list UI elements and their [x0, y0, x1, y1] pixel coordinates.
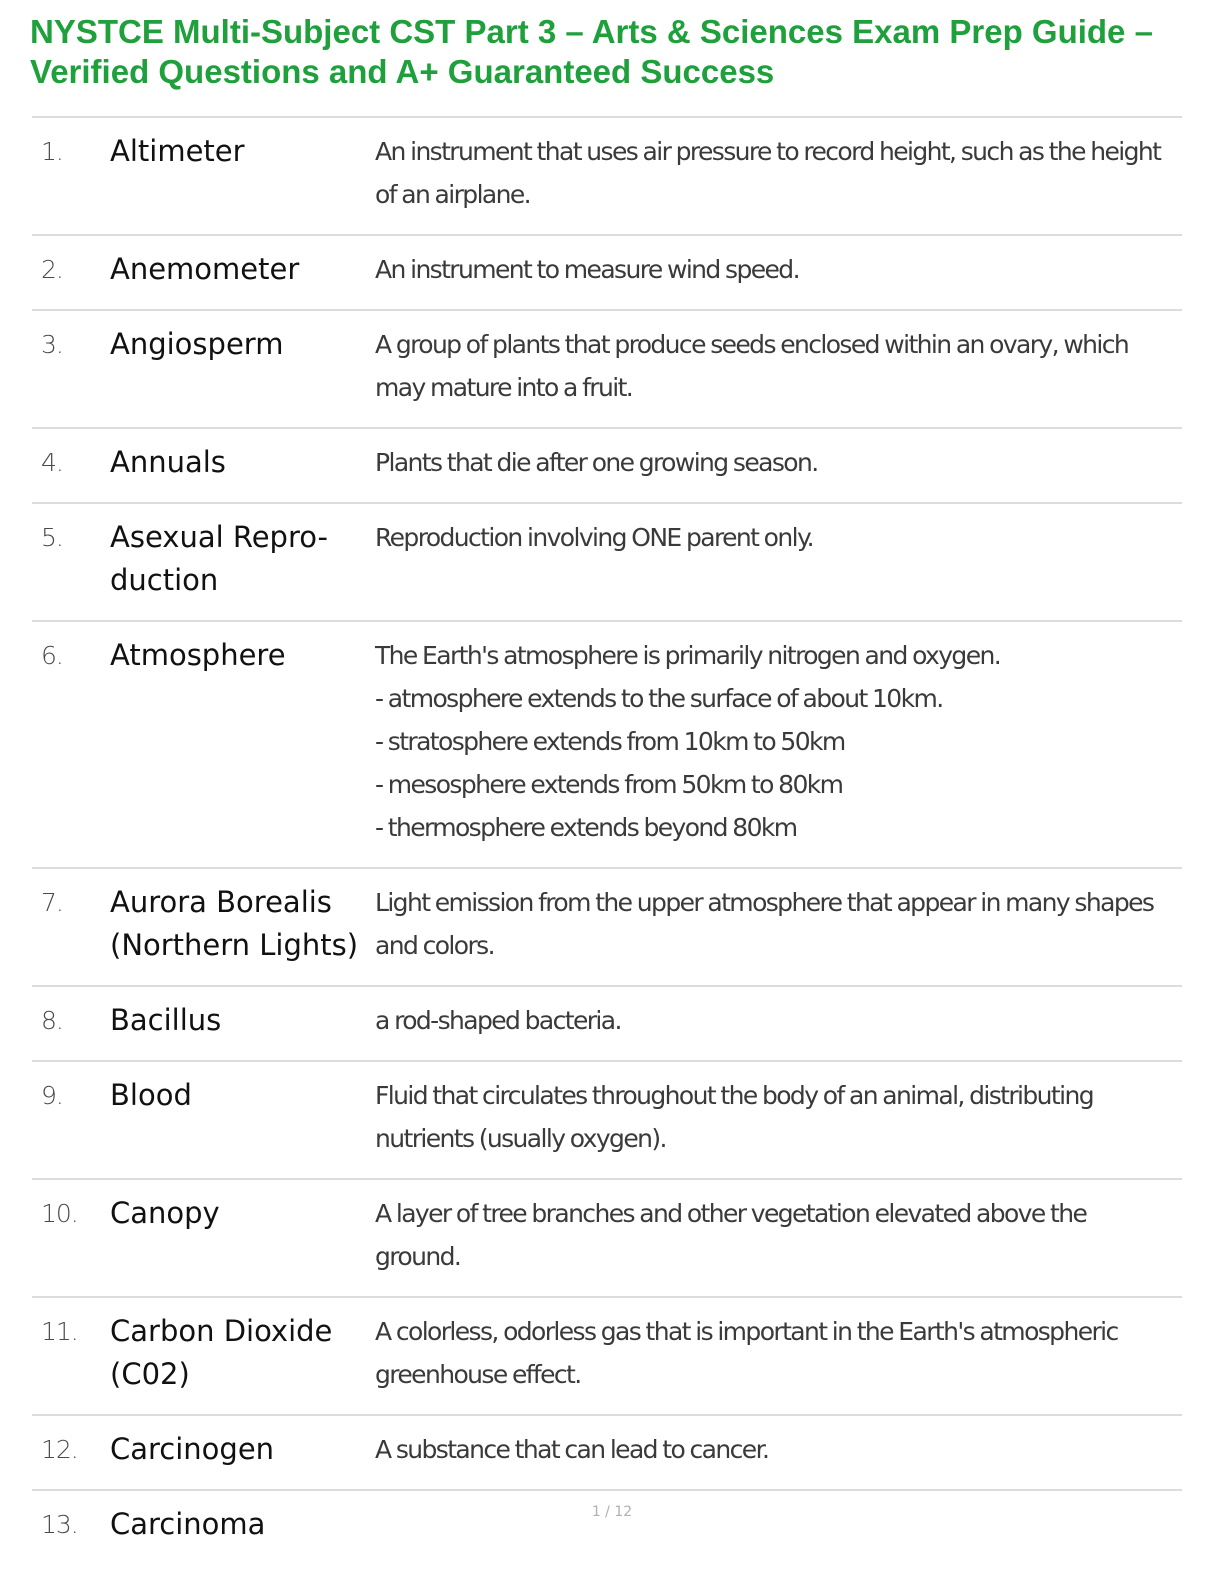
glossary-row — [32, 1416, 1182, 1491]
page-number: 1 / 12 — [591, 1504, 633, 1520]
definition-line: - stratosphere extends from 10km to 50km — [375, 727, 845, 756]
entry-term: Canopy — [110, 1196, 220, 1230]
entry-term: Blood — [110, 1078, 192, 1112]
entry-term: Bacillus — [110, 1003, 222, 1037]
definition-line: An instrument that uses air pressure to record height, such as the height of an airplane. — [375, 137, 1161, 209]
definition-line: Fluid that circulates throughout the body of an animal, distributing nutrients (usually oxygen). — [375, 1081, 1093, 1153]
glossary-row — [32, 869, 1182, 987]
definition-line: A colorless, odorless gas that is important in the Earth's atmospheric greenhouse effect. — [375, 1317, 1118, 1389]
entry-term: Annuals — [110, 445, 226, 479]
entry-term: Aurora Borealis (Northern Lights) — [110, 885, 359, 962]
entry-number: 11. — [41, 1317, 78, 1346]
entry-definition — [375, 881, 1182, 967]
definition-line: - thermosphere extends beyond 80km — [375, 813, 797, 842]
glossary-row — [32, 1062, 1182, 1180]
definition-line: - mesosphere extends from 50km to 80km — [375, 770, 843, 799]
glossary-row — [32, 311, 1182, 429]
glossary-row — [32, 236, 1182, 311]
entry-definition — [375, 634, 1182, 849]
entry-definition — [375, 441, 1182, 484]
definition-line: An instrument to measure wind speed. — [375, 255, 799, 284]
entry-definition — [375, 130, 1182, 216]
entry-definition — [375, 1428, 1182, 1471]
entry-number: 10. — [41, 1199, 78, 1228]
glossary-row — [32, 504, 1182, 622]
entry-definition — [375, 999, 1182, 1042]
entry-term: Altimeter — [110, 134, 245, 168]
definition-line: Plants that die after one growing season. — [375, 448, 818, 477]
entry-definition — [375, 516, 1182, 559]
entry-number: 6. — [41, 641, 63, 670]
glossary-row — [32, 987, 1182, 1062]
entry-number: 12. — [41, 1435, 78, 1464]
definition-line: - atmosphere extends to the surface of about 10km. — [375, 684, 943, 713]
entry-term: Carbon Dioxide (C02) — [110, 1314, 333, 1391]
entry-number: 2. — [41, 255, 63, 284]
entry-definition — [375, 1074, 1182, 1160]
entry-term: Anemometer — [110, 252, 300, 286]
entry-number: 13. — [41, 1510, 78, 1539]
glossary-row — [32, 622, 1182, 869]
definition-line: Reproduction involving ONE parent only. — [375, 523, 813, 552]
entry-term: Angiosperm — [110, 327, 284, 361]
entry-number: 3. — [41, 330, 63, 359]
entry-number: 8. — [41, 1006, 63, 1035]
entry-definition — [375, 323, 1182, 409]
definition-line: A group of plants that produce seeds enclosed within an ovary, which may mature into a fruit. — [375, 330, 1129, 402]
entry-number: 7. — [41, 888, 63, 917]
glossary-row — [32, 118, 1182, 236]
entry-definition — [375, 248, 1182, 291]
entry-term: Carcinogen — [110, 1432, 275, 1466]
glossary-row — [32, 1180, 1182, 1298]
document-title: NYSTCE Multi-Subject CST Part 3 – Arts & Sciences Exam Prep Guide – Verified Questions and A+ Guaranteed Success — [30, 13, 1153, 90]
entry-number: 4. — [41, 448, 63, 477]
entry-number: 9. — [41, 1081, 63, 1110]
glossary-row — [32, 1491, 1182, 1564]
entry-number: 5. — [41, 523, 63, 552]
glossary-row — [32, 429, 1182, 504]
definition-line: The Earth's atmosphere is primarily nitrogen and oxygen. — [375, 641, 1001, 670]
entry-term: Carcinoma — [110, 1507, 266, 1541]
definition-line: Light emission from the upper atmosphere that appear in many shapes and colors. — [375, 888, 1154, 960]
entry-definition — [375, 1310, 1182, 1396]
definition-line: A layer of tree branches and other vegetation elevated above the ground. — [375, 1199, 1087, 1271]
entry-term: Asexual Repro- duction — [110, 520, 328, 597]
glossary-row — [32, 1298, 1182, 1416]
glossary-table — [32, 116, 1182, 1564]
entry-number: 1. — [41, 137, 63, 166]
entry-definition — [375, 1192, 1182, 1278]
definition-line: a rod-shaped bacteria. — [375, 1006, 621, 1035]
definition-line: A substance that can lead to cancer. — [375, 1435, 769, 1464]
entry-term: Atmosphere — [110, 638, 286, 672]
